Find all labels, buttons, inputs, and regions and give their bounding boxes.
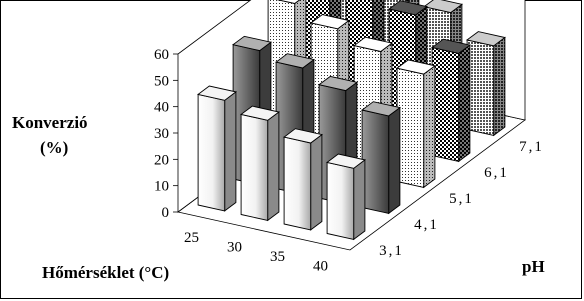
bar-front-face <box>362 110 389 213</box>
x-tick-label: 40 <box>313 258 328 275</box>
x-tick-label: 35 <box>270 248 285 265</box>
bar-front-face <box>241 114 268 220</box>
x-axis-title: Hőmérséklet (°C) <box>42 263 170 282</box>
bar <box>397 60 435 187</box>
z-axis-ticks <box>154 47 178 221</box>
z-tick-label: 40 <box>154 99 169 116</box>
bar-side-face <box>424 66 435 188</box>
bar-front-face <box>432 48 459 162</box>
bar-front-face <box>327 162 354 239</box>
bar-front-face <box>284 137 311 230</box>
y-tick-label: 3,1 <box>379 243 404 259</box>
bar-front-face <box>198 94 225 210</box>
y-axis-title: pH <box>522 257 545 276</box>
y-tick-label: 5,1 <box>449 191 474 207</box>
bar-side-face <box>225 92 236 211</box>
bar <box>432 39 470 161</box>
z-tick-label: 60 <box>154 47 169 63</box>
y-tick-label: 7,1 <box>519 139 544 155</box>
bar-front-face <box>467 40 494 135</box>
bar-side-face <box>494 38 505 136</box>
bar-side-face <box>311 135 322 230</box>
z-tick-label: 10 <box>154 178 169 195</box>
bar <box>284 129 322 230</box>
x-tick-label: 25 <box>184 229 199 246</box>
y-tick-label: 4,1 <box>414 217 439 233</box>
x-tick-label: 30 <box>227 239 242 256</box>
bar <box>241 106 279 220</box>
z-axis-title-line1: Konverzió <box>12 113 88 132</box>
z-tick-label: 0 <box>161 205 169 221</box>
bar <box>467 32 505 136</box>
bar <box>327 154 365 239</box>
bar <box>198 86 236 211</box>
bar-front-face <box>397 68 424 187</box>
bar-side-face <box>389 108 400 214</box>
z-tick-label: 20 <box>154 152 169 169</box>
y-tick-label: 6,1 <box>484 165 509 181</box>
bar-side-face <box>459 45 470 161</box>
z-tick-label: 50 <box>154 73 169 90</box>
z-axis-title-line2: (%) <box>40 138 69 157</box>
z-tick-label: 30 <box>154 126 169 142</box>
bar-side-face <box>354 160 365 240</box>
bar-side-face <box>268 112 279 220</box>
bar <box>362 102 400 214</box>
